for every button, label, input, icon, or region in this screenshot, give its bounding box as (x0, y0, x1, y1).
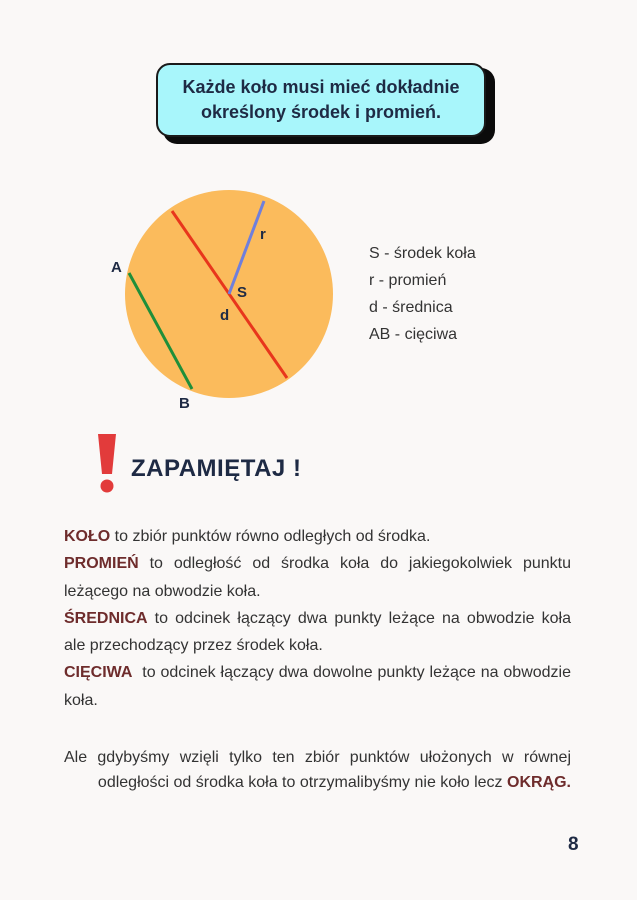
definition-promien (64, 550, 571, 605)
label-r: r (260, 226, 266, 243)
definition-srednica-text: to odcinek łączący dwa punkty leżące na obwodzie koła ale przechodzący przez środek koła. (64, 609, 571, 655)
definition-cieciwa-text: to odcinek łączący dwa dowolne punkty leżące na obwodzie koła. (64, 664, 576, 709)
term-kolo: KOŁO (64, 528, 111, 545)
diagram-legend (369, 240, 476, 348)
definition-kolo (64, 523, 571, 550)
definition-cieciwa (64, 659, 576, 714)
legend-item-s: S - środek koła (369, 245, 476, 262)
legend-item-r: r - promień (369, 272, 447, 289)
legend-item-d: d - średnica (369, 299, 453, 316)
definition-promien-text: to odległość od środka koła do jakiegokolwiek punktu leżącego na obwodzie koła. (64, 555, 571, 600)
exclamation-icon (96, 432, 118, 494)
definitions (64, 523, 576, 714)
label-d: d (220, 307, 230, 324)
label-b: B (179, 395, 190, 412)
callout-line-2: określony środek i promień. (200, 102, 442, 122)
circle-diagram (0, 0, 637, 430)
label-a: A (111, 259, 122, 276)
definition-kolo-text: to zbiór punktów równo odległych od środka. (110, 528, 431, 545)
closing-line-2-wrap (64, 770, 571, 795)
closing-line-2: odległości od środka koła to otrzymalibyśmy nie koło lecz (97, 774, 507, 791)
term-cieciwa: CIĘCIWA (64, 664, 133, 682)
term-srednica: ŚREDNICA (64, 609, 148, 627)
term-okrag: OKRĄG. (507, 774, 571, 791)
closing-line-1: Ale gdybyśmy wzięli tylko ten zbiór punktów ułożonych w równej (64, 749, 571, 766)
page-number: 8 (568, 834, 579, 855)
legend-item-ab: AB - cięciwa (369, 326, 458, 343)
callout-line-1: Każde koło musi mieć dokładnie (182, 77, 460, 97)
closing-paragraph (64, 745, 571, 795)
label-s: S (237, 284, 248, 301)
definition-srednica (64, 605, 571, 660)
term-promien: PROMIEŃ (64, 555, 139, 573)
remember-heading: ZAPAMIĘTAJ ! (131, 455, 302, 482)
